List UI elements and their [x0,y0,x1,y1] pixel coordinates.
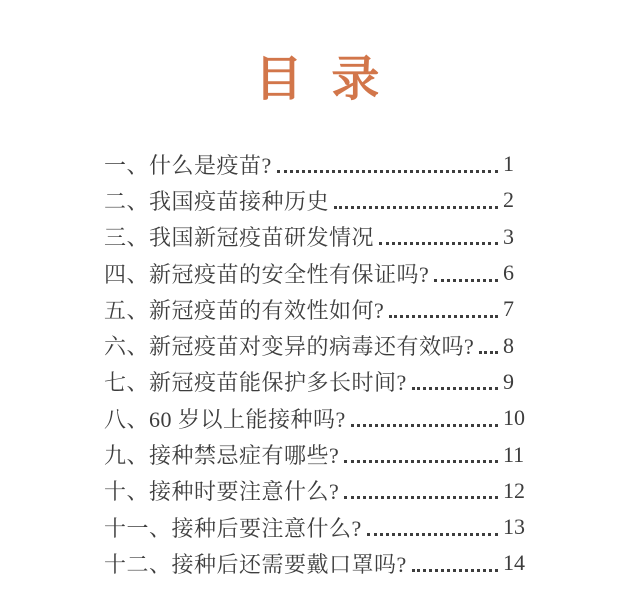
toc-item-8 [104,400,533,436]
toc-page-number: 11 [503,441,525,467]
toc-item-label: 八、60 岁以上能接种吗? [104,406,346,432]
toc-item-12 [104,545,533,581]
toc-list [104,146,533,582]
toc-item-9 [104,436,533,472]
toc-item-label: 二、我国疫苗接种历史 [104,188,330,214]
leader-dots [334,206,498,209]
toc-page-number: 3 [503,223,514,249]
toc-page-number: 2 [503,187,514,213]
toc-item-5 [104,291,533,327]
toc-item-label: 九、接种禁忌症有哪些? [104,443,340,469]
leader-dots [344,496,498,499]
toc-item-3 [104,219,533,255]
leader-dots [479,351,498,354]
toc-item-label: 七、新冠疫苗能保护多长时间? [104,370,407,396]
toc-page-number: 10 [503,405,525,431]
page-title: 目 录 [254,51,386,107]
toc-page-number: 7 [503,296,514,322]
toc-item-label: 三、我国新冠疫苗研发情况 [104,225,375,251]
toc-item-7 [104,364,533,400]
leader-dots [389,315,498,318]
leader-dots [379,242,498,245]
toc-item-6 [104,327,533,363]
leader-dots [344,460,498,463]
toc-item-4 [104,255,533,291]
toc-page-number: 9 [503,368,514,394]
toc-item-label: 五、新冠疫苗的有效性如何? [104,297,385,323]
toc-page-number: 1 [503,151,514,177]
toc-page-number: 12 [503,477,525,503]
leader-dots [367,533,498,536]
toc-page-number: 8 [503,332,514,358]
leader-dots [412,387,498,390]
toc-item-2 [104,182,533,218]
toc-item-label: 十一、接种后要注意什么? [104,515,362,541]
toc-page-number: 6 [503,260,514,286]
toc-item-label: 四、新冠疫苗的安全性有保证吗? [104,261,430,287]
toc-item-10 [104,473,533,509]
toc-item-11 [104,509,533,545]
leader-dots [412,569,498,572]
toc-item-label: 十、接种时要注意什么? [104,479,340,505]
toc-page-number: 13 [503,514,525,540]
leader-dots [434,279,498,282]
toc-item-label: 一、什么是疫苗? [104,152,272,178]
toc-item-1 [104,146,533,182]
leader-dots [277,170,498,173]
leader-dots [351,424,498,427]
toc-item-label: 六、新冠疫苗对变异的病毒还有效吗? [104,334,475,360]
toc-item-label: 十二、接种后还需要戴口罩吗? [104,551,407,577]
toc-page-number: 14 [503,550,525,576]
